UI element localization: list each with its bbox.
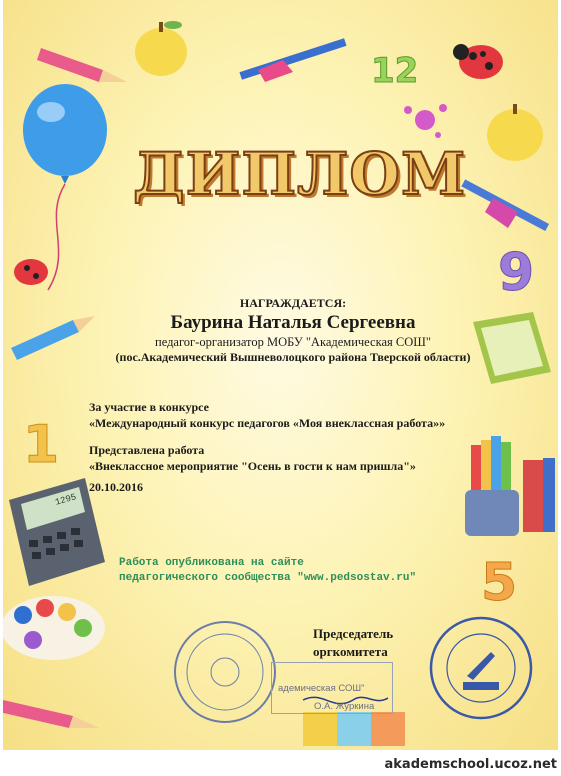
apple-icon xyxy=(135,21,187,76)
school-stamp xyxy=(271,662,393,714)
position-line: педагог-организатор МОБУ "Академическая СОШ" xyxy=(155,335,431,349)
watermark-url: akademschool.ucoz.net xyxy=(384,757,557,772)
contest-seal-icon xyxy=(431,618,531,718)
official-seal-icon xyxy=(175,622,275,722)
letter-blocks-icon xyxy=(303,712,405,746)
pencil-cup-icon xyxy=(465,436,555,536)
calculator-display: 1295 xyxy=(54,492,78,508)
ladybug-icon xyxy=(453,44,503,79)
pencil-icon xyxy=(3,700,99,728)
stamp-text-2: О.А. Журкина xyxy=(314,701,375,712)
published-line-2: педагогического сообщества "www.pedsostav.ru" xyxy=(119,572,417,584)
paint-splash-icon xyxy=(404,104,447,138)
recipient-name: Баурина Наталья Сергеевна xyxy=(170,312,416,333)
paint-palette-icon xyxy=(3,596,105,660)
address-line: (пос.Академический Вышневолоцкого района Тверской области) xyxy=(115,350,471,364)
pencil-icon xyxy=(37,48,127,82)
ladybug-icon xyxy=(14,259,48,285)
number-9-icon: 9 xyxy=(498,243,535,303)
work-title: «Внеклассное мероприятие "Осень в гости к нам пришла"» xyxy=(89,459,416,473)
chair-line-2: оргкомитета xyxy=(313,644,388,659)
award-date: 20.10.2016 xyxy=(89,480,143,494)
published-line-1: Работа опубликована на сайте xyxy=(119,557,304,569)
diploma-title: ДИПЛОМ xyxy=(133,140,467,208)
stamp-text-1: адемическая СОШ" xyxy=(278,683,365,694)
number-5-icon: 5 xyxy=(481,553,518,613)
number-1-icon: 1 xyxy=(23,415,60,475)
awarded-heading: НАГРАЖДАЕТСЯ: xyxy=(239,296,347,310)
balloon-icon xyxy=(23,84,107,290)
work-presented-label: Представлена работа xyxy=(89,443,205,457)
chair-line-1: Председатель xyxy=(313,626,394,641)
paintbrush-icon xyxy=(461,179,549,231)
diploma-sheet xyxy=(3,0,558,750)
number-12-icon: 12 xyxy=(371,51,419,91)
apple-icon xyxy=(487,104,543,161)
contest-name: «Международный конкурс педагогов «Моя внеклассная работа»» xyxy=(89,416,446,430)
decorations xyxy=(3,0,558,750)
paintbrush-icon xyxy=(239,38,346,82)
participation-line: За участие в конкурсе xyxy=(89,400,209,414)
